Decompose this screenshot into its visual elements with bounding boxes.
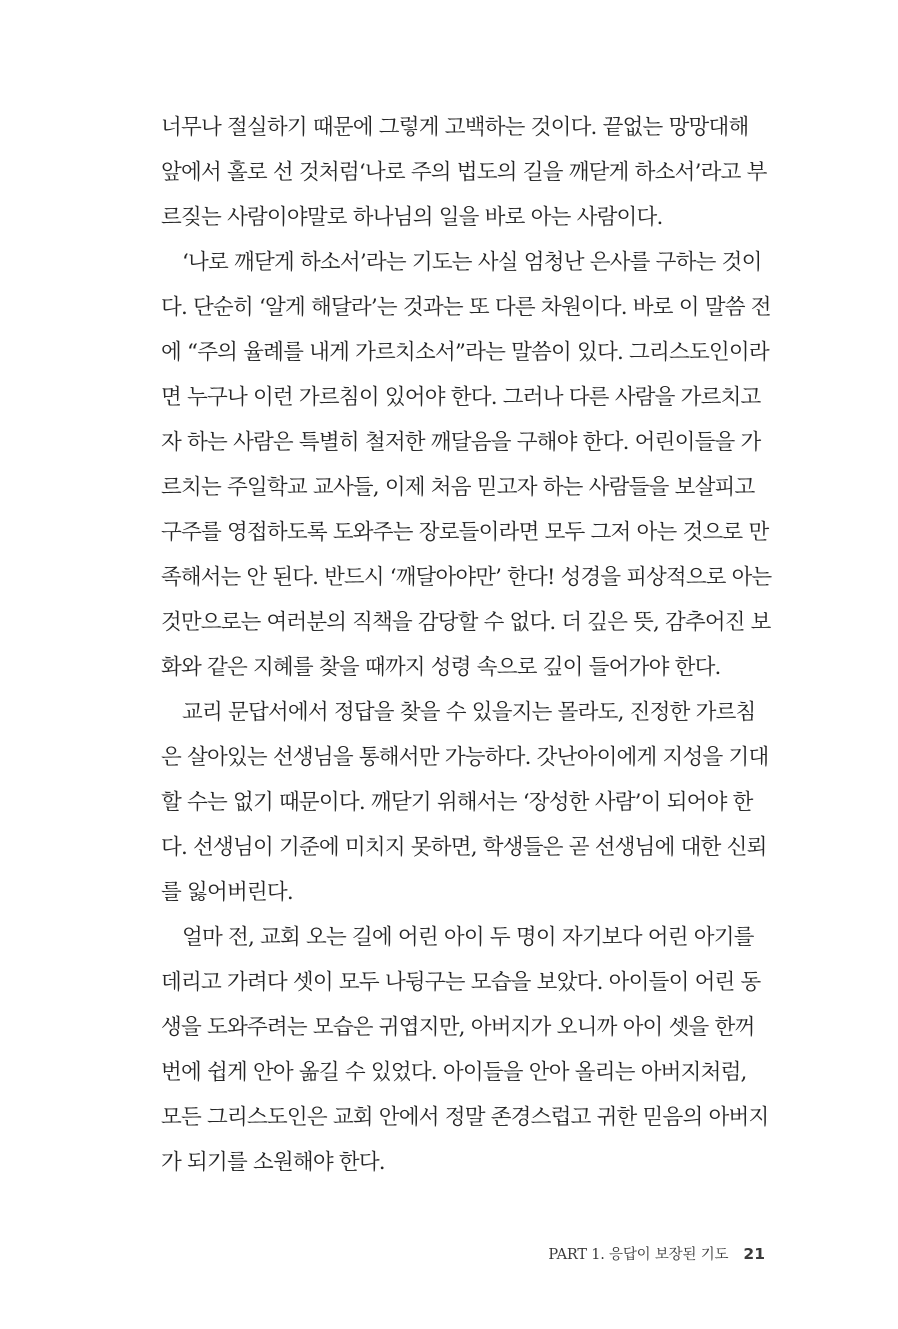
text-line: 에 “주의 율례를 내게 가르치소서”라는 말씀이 있다. 그리스도인이라 — [161, 340, 769, 365]
text-line: 생을 도와주려는 모습은 귀엽지만, 아버지가 오니까 아이 셋을 한꺼 — [161, 1015, 755, 1040]
text-line: 르짖는 사람이야말로 하나님의 일을 바로 아는 사람이다. — [161, 205, 663, 230]
part-title: PART 1. 응답이 보장된 기도 — [548, 1247, 729, 1263]
text-line: 가 되기를 소원해야 한다. — [161, 1150, 385, 1175]
text-line: 를 잃어버린다. — [161, 880, 293, 905]
text-line: 데리고 가려다 셋이 모두 나뒹구는 모습을 보았다. 아이들이 어린 동 — [161, 970, 761, 995]
text-line: 너무나 절실하기 때문에 그렇게 고백하는 것이다. 끝없는 망망대해 — [161, 115, 749, 140]
text-line: 다. 선생님이 기준에 미치지 못하면, 학생들은 곧 선생님에 대한 신뢰 — [161, 835, 767, 860]
text-line-indent: 얼마 전, 교회 오는 길에 어린 아이 두 명이 자기보다 어린 아기를 — [182, 925, 754, 950]
text-line-indent: ‘나로 깨닫게 하소서’라는 기도는 사실 엄청난 은사를 구하는 것이 — [182, 250, 762, 275]
text-line: 번에 쉽게 안아 옮길 수 있었다. 아이들을 안아 올리는 아버지처럼, — [161, 1060, 747, 1085]
text-line: 다. 단순히 ‘알게 해달라’는 것과는 또 다른 차원이다. 바로 이 말씀 전 — [161, 295, 771, 320]
text-line: 면 누구나 이런 가르침이 있어야 한다. 그러나 다른 사람을 가르치고 — [161, 385, 761, 410]
text-line: 자 하는 사람은 특별히 철저한 깨달음을 구해야 한다. 어린이들을 가 — [161, 430, 761, 455]
text-line: 할 수는 없기 때문이다. 깨닫기 위해서는 ‘장성한 사람’이 되어야 한 — [161, 790, 753, 815]
text-line: 족해서는 안 된다. 반드시 ‘깨달아야만’ 한다! 성경을 피상적으로 아는 — [161, 565, 772, 590]
page-number: 21 — [743, 1245, 765, 1263]
text-line: 구주를 영접하도록 도와주는 장로들이라면 모두 그저 아는 것으로 만 — [161, 520, 769, 545]
text-line: 모든 그리스도인은 교회 안에서 정말 존경스럽고 귀한 믿음의 아버지 — [161, 1105, 769, 1130]
text-line: 것만으로는 여러분의 직책을 감당할 수 없다. 더 깊은 뜻, 감추어진 보 — [161, 610, 771, 635]
text-line: 앞에서 홀로 선 것처럼‘나로 주의 법도의 길을 깨닫게 하소서’라고 부 — [161, 160, 767, 185]
text-line-indent: 교리 문답서에서 정답을 찾을 수 있을지는 몰라도, 진정한 가르침 — [182, 700, 756, 725]
text-line: 은 살아있는 선생님을 통해서만 가능하다. 갓난아이에게 지성을 기대 — [161, 745, 769, 770]
text-line: 르치는 주일학교 교사들, 이제 처음 믿고자 하는 사람들을 보살피고 — [161, 475, 755, 500]
text-line: 화와 같은 지혜를 찾을 때까지 성령 속으로 깊이 들어가야 한다. — [161, 655, 721, 680]
running-footer — [548, 1242, 765, 1266]
